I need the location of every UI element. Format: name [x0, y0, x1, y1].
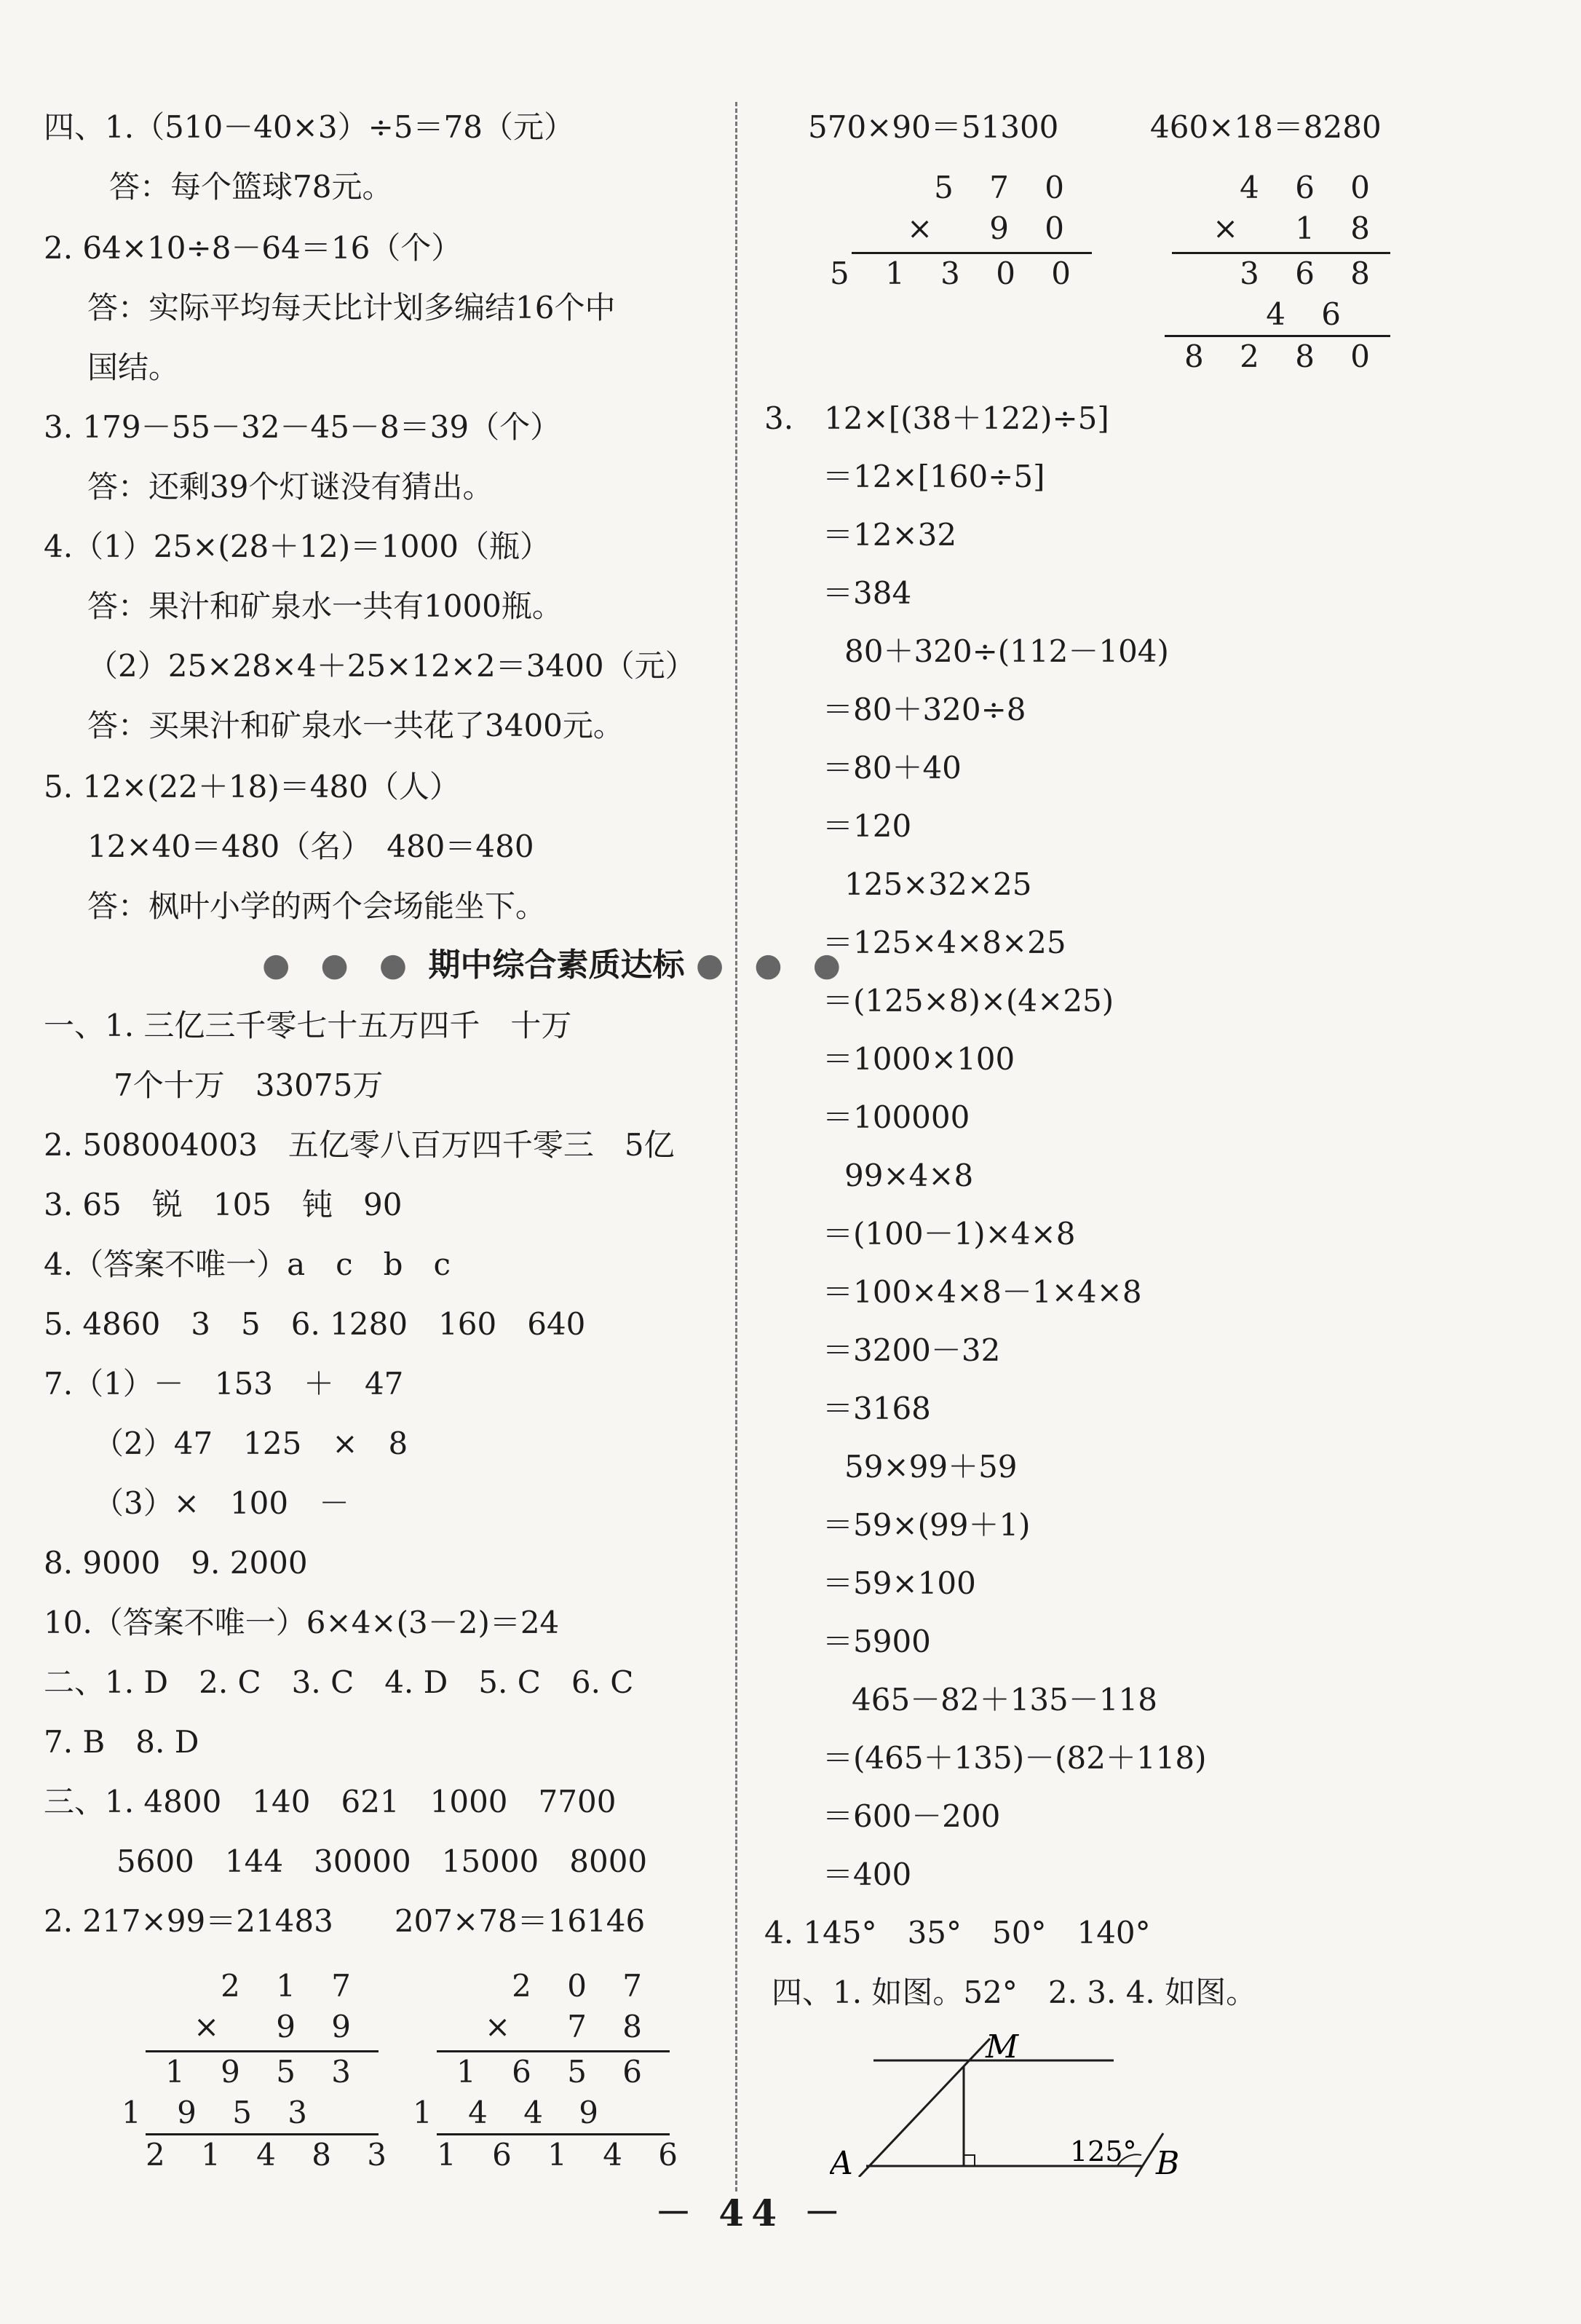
label-m: M	[986, 2031, 1019, 2066]
answer-line: 8. 9000 9. 2000	[44, 1545, 308, 1581]
calc-row: 1 6 1 4 6	[437, 2137, 692, 2173]
answer-line: 465－82＋135－118	[852, 1682, 1157, 1718]
answer-line: 125×32×25	[844, 866, 1032, 902]
answer-line: 答：每个篮球78元。	[109, 169, 393, 205]
page-number: － 44 －	[655, 2191, 848, 2234]
answer-line: ＝(100－1)×4×8	[823, 1216, 1076, 1252]
answer-line: ＝600－200	[823, 1798, 1001, 1834]
answer-line: ＝12×[160÷5]	[823, 459, 1045, 494]
answer-line: （2）47 125 × 8	[93, 1426, 408, 1461]
answer-line: 7.（1）－ 153 ＋ 47	[44, 1366, 404, 1402]
heading-dots: ● ● ●	[262, 946, 418, 984]
column-divider	[735, 102, 737, 2191]
calc-row: 8 2 8 0	[1184, 339, 1383, 374]
answer-line: 5. 12×(22＋18)＝480（人）	[44, 769, 460, 805]
answer-line: 3. 179－55－32－45－8＝39（个）	[44, 409, 561, 445]
calc-row: 5 7 0	[934, 170, 1077, 205]
answer-line: ＝12×32	[823, 517, 957, 553]
answer-line: 答：果汁和矿泉水一共有1000瓶。	[87, 588, 563, 624]
answer-line: 4.（1）25×(28＋12)＝1000（瓶）	[44, 529, 550, 564]
answer-line: 四、1.（510－40×3）÷5＝78（元）	[44, 109, 574, 145]
answer-line: 4.（答案不唯一）a c b c	[44, 1246, 451, 1282]
answer-line: 答：还剩39个灯谜没有猜出。	[87, 469, 494, 505]
answer-line: ＝1000×100	[823, 1041, 1015, 1077]
answer-line: 2. 508004003 五亿零八百万四千零三 5亿	[44, 1127, 675, 1163]
heading-text: 期中综合素质达标	[428, 946, 685, 984]
answer-line: ＝384	[823, 575, 912, 611]
label-b: B	[1156, 2145, 1180, 2177]
calc-row: × 1 8	[1213, 210, 1383, 246]
calc-row: 4 6	[1266, 296, 1354, 332]
calc-row: 4 6 0	[1240, 170, 1383, 205]
angle-label: 125°	[1070, 2135, 1137, 2167]
answer-line: 一、1. 三亿三千零七十五万四千 十万	[44, 1008, 572, 1043]
answer-line: 答：枫叶小学的两个会场能坐下。	[87, 888, 547, 924]
answer-line: 3. 65 锐 105 钝 90	[44, 1187, 403, 1222]
label-a: A	[830, 2145, 853, 2177]
calc-row: 1 4 4 9	[413, 2095, 611, 2130]
answer-line: 国结。	[87, 349, 180, 385]
calc-row: 2 1 4 8 3	[146, 2137, 400, 2173]
answer-line: ＝3168	[823, 1391, 931, 1426]
answer-line: 7. B 8. D	[44, 1724, 199, 1760]
answer-line: 5600 144 30000 15000 8000	[116, 1843, 648, 1879]
answer-line: ＝59×(99＋1)	[823, 1507, 1031, 1543]
calc-row: 1 9 5 3	[165, 2054, 364, 2090]
geometry-figure	[830, 2031, 1237, 2177]
calc-row: 1 9 5 3	[122, 2095, 320, 2130]
answer-line: 答：实际平均每天比计划多编结16个中	[87, 290, 616, 325]
answer-line: ＝3200－32	[823, 1332, 1001, 1368]
answer-line: ＝(125×8)×(4×25)	[823, 983, 1114, 1019]
calc-row: 1 6 5 6	[456, 2054, 655, 2090]
answer-line: ＝100×4×8－1×4×8	[823, 1274, 1142, 1310]
answer-line: 四、1. 如图。52° 2. 3. 4. 如图。	[772, 1975, 1257, 2010]
answer-line: ＝400	[823, 1857, 912, 1892]
answer-line: 二、1. D 2. C 3. C 4. D 5. C 6. C	[44, 1664, 634, 1700]
answer-line: 5. 4860 3 5 6. 1280 160 640	[44, 1306, 586, 1342]
answer-line: ＝80＋40	[823, 750, 962, 786]
answer-line: 460×18＝8280	[1150, 109, 1382, 145]
calc-row: × 9 0	[907, 210, 1077, 246]
answer-line: 7个十万 33075万	[114, 1067, 384, 1103]
answer-line: ＝80＋320÷8	[823, 692, 1026, 727]
answer-line: （3）× 100 －	[93, 1485, 350, 1521]
answer-line: 答：买果汁和矿泉水一共花了3400元。	[87, 708, 624, 743]
answer-line: 12×40＝480（名） 480＝480	[87, 829, 534, 864]
answer-line: （2）25×28×4＋25×12×2＝3400（元）	[87, 648, 696, 684]
answer-line: 4. 145° 35° 50° 140°	[764, 1915, 1151, 1951]
right-angle-mark	[964, 2155, 975, 2166]
calc-row: 2 0 7	[512, 1968, 655, 2004]
calc-row: 5 1 3 0 0	[830, 256, 1085, 291]
answer-line: ＝120	[823, 808, 912, 844]
calc-row: × 9 9	[194, 2009, 364, 2044]
answer-line: ＝5900	[823, 1624, 931, 1659]
answer-line: ＝100000	[823, 1099, 970, 1135]
answer-line: 3. 12×[(38＋122)÷5]	[764, 400, 1109, 436]
answer-line: 2. 64×10÷8－64＝16（个）	[44, 230, 462, 266]
answer-line: 59×99＋59	[844, 1449, 1018, 1485]
answer-line: 80＋320÷(112－104)	[844, 633, 1169, 669]
calc-row: 3 6 8	[1240, 256, 1383, 291]
answer-line: 570×90＝51300	[808, 109, 1059, 145]
answer-line: 2. 217×99＝21483 207×78＝16146	[44, 1903, 646, 1939]
answer-line: ＝(465＋135)－(82＋118)	[823, 1740, 1207, 1776]
answer-line: 三、1. 4800 140 621 1000 7700	[44, 1784, 617, 1819]
answer-line: ＝59×100	[823, 1565, 976, 1601]
answer-line: 10.（答案不唯一）6×4×(3－2)＝24	[44, 1605, 560, 1640]
answer-line: 99×4×8	[844, 1158, 974, 1193]
calc-row: 2 1 7	[221, 1968, 364, 2004]
heading-dots: ● ● ●	[695, 946, 851, 984]
answer-line: ＝125×4×8×25	[823, 925, 1066, 960]
section-heading	[262, 945, 851, 986]
calc-row: × 7 8	[485, 2009, 655, 2044]
